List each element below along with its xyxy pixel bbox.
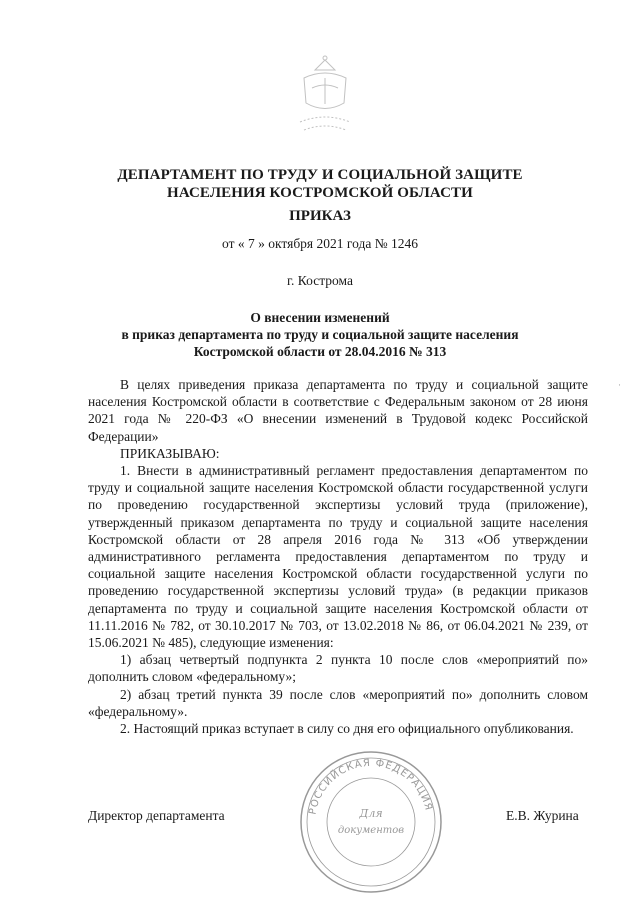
organization-name xyxy=(0,166,640,202)
order-date-number: от « 7 » октября 2021 года № 1246 xyxy=(222,236,418,251)
organization-name-line2: НАСЕЛЕНИЯ КОСТРОМСКОЙ ОБЛАСТИ xyxy=(167,185,473,201)
subitem-2-paragraph: 2) абзац третий пункта 39 после слов «мероприятий по» дополнить словом «федеральному». xyxy=(88,686,588,719)
order-word: ПРИКАЗЫВАЮ: xyxy=(120,445,220,461)
signatory-name: Е.В. Журина xyxy=(506,808,579,823)
subject-line3: Костромской области от 28.04.2016 № 313 xyxy=(193,344,447,359)
stamp-center-line1: Для xyxy=(359,807,383,820)
city: г. Кострома xyxy=(287,273,353,288)
stamp-center-line2: документов xyxy=(337,825,405,836)
coat-of-arms-emblem xyxy=(290,48,360,138)
order-body xyxy=(88,376,588,737)
organization-name-line1: ДЕПАРТАМЕНТ ПО ТРУДУ И СОЦИАЛЬНОЙ ЗАЩИТЕ xyxy=(117,167,523,183)
document-type: ПРИКАЗ xyxy=(289,208,351,224)
subject-line2: в приказ департамента по труду и социальной защите населения xyxy=(121,327,519,342)
preamble-paragraph: В целях приведения приказа департамента по труду и социальной защите населения Костромской области в соответствие с Федеральным законом от 28 июня 2021 года № 220-ФЗ «О внесении изменений в Трудовой кодекс Российской Федерации» xyxy=(88,377,588,444)
item-2-paragraph: 2. Настоящий приказ вступает в силу со дня его официального опубликования. xyxy=(120,721,574,737)
order-subject xyxy=(0,309,640,360)
stamp-ring-text: РОССИЙСКАЯ ФЕДЕРАЦИЯ xyxy=(307,757,434,816)
item-1-paragraph: 1. Внести в административный регламент предоставления департаментом по труду и социальной защите населения Костромской области государственной услуги по проведению государственной экспертизы условий труда (приложение), утвержденный приказом департамента по труду и социальной защите населения Костромской области от 28 апреля 2016 года № 313 «Об утверждении административного регламента предоставления департаментом по труду и социальной защите населения Костромской области государственной услуги по проведению государственной экспертизы условий труда» (в редакции приказов департамента по труду и социальной защите населения Костромской области от 11.11.2016 № 782, от 30.10.2017 № 703, от 13.02.2018 № 86, от 06.04.2021 № 239, от 15.06.2021 № 485), следующие изменения: xyxy=(88,463,588,651)
margin-mark: · xyxy=(618,380,621,390)
signatory-role: Директор департамента xyxy=(88,808,225,823)
official-stamp xyxy=(296,747,446,897)
subject-line1: О внесении изменений xyxy=(250,310,390,325)
subitem-1-paragraph: 1) абзац четвертый подпункта 2 пункта 10 после слов «мероприятий по» дополнить словом «федеральному»; xyxy=(88,652,588,685)
